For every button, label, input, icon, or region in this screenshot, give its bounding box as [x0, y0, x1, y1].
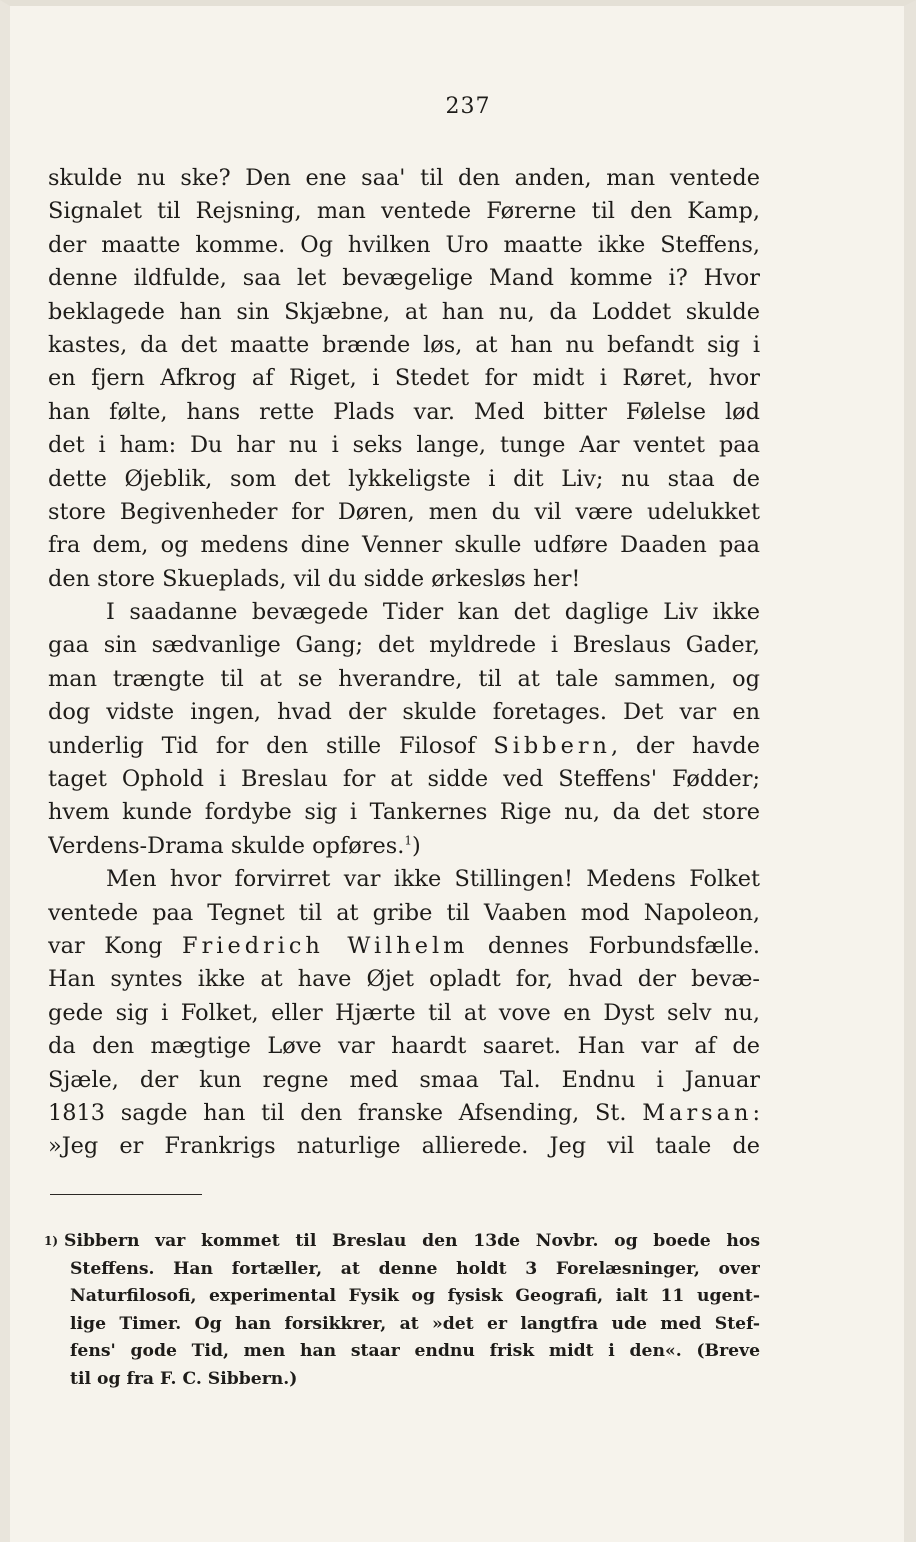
spaced-name: Sibbern: [493, 732, 611, 759]
spaced-name: Marsan: [642, 1099, 753, 1126]
text-line: en fjern Afkrog af Riget, i Stedet for midt i Røret, hvor: [48, 365, 760, 392]
footnote-text: Sibbern var kommet til Breslau den 13de Novbr. og boede hos: [64, 1231, 760, 1251]
text-line: ventede paa Tegnet til at gribe til Vaaben mod Napoleon,: [48, 899, 760, 926]
text-line: det i ham: Du har nu i seks lange, tunge Aar ventet paa: [48, 432, 760, 459]
footnote-reference: 1: [404, 833, 412, 848]
text-line: Signalet til Rejsning, man ventede Førerne til den Kamp,: [48, 198, 760, 225]
text-line: taget Ophold i Breslau for at sidde ved Steffens' Fødder;: [48, 766, 760, 793]
text-segment: var Kong: [48, 932, 183, 959]
footnote: [44, 1228, 760, 1393]
text-line: man trængte til at se hverandre, til at tale sammen, og: [48, 665, 760, 692]
text-line: kastes, da det maatte brænde løs, at han nu befandt sig i: [48, 331, 760, 358]
footnote-line: fens' gode Tid, men han staar endnu frisk midt i den«. (Breve: [70, 1341, 760, 1361]
text-segment: 1813 sagde han til den franske Afsending, St.: [48, 1099, 643, 1126]
text-line: fra dem, og medens dine Venner skulle udføre Daaden paa: [48, 532, 760, 559]
text-line: denne ildfulde, saa let bevægelige Mand komme i? Hvor: [48, 265, 760, 292]
text-line: dog vidste ingen, hvad der skulde foretages. Det var en: [48, 699, 760, 726]
text-segment: ): [411, 832, 421, 859]
text-segment: dennes Forbundsfælle.: [468, 932, 760, 959]
text-line: hvem kunde fordybe sig i Tankernes Rige nu, da det store: [48, 799, 760, 826]
footnote-separator: [50, 1194, 202, 1195]
text-line: dette Øjeblik, som det lykkeligste i dit Liv; nu staa de: [48, 465, 760, 492]
text-segment: , der havde: [610, 732, 760, 759]
footnote-marker: 1): [44, 1234, 59, 1248]
text-line: Han syntes ikke at have Øjet opladt for, hvad der bevæ-: [48, 966, 760, 993]
text-line: Sjæle, der kun regne med smaa Tal. Endnu i Januar: [48, 1066, 760, 1093]
text-line: gaa sin sædvanlige Gang; det myldrede i Breslaus Gader,: [48, 632, 760, 659]
text-segment: underlig Tid for den stille Filosof: [48, 732, 494, 759]
text-line: han følte, hans rette Plads var. Med bitter Følelse lød: [48, 398, 760, 425]
spaced-name: Friedrich Wilhelm: [182, 932, 469, 959]
paragraph-start-line: Men hvor forvirret var ikke Stillingen! Medens Folket: [106, 866, 760, 893]
body-text: [48, 162, 760, 1164]
text-line: »Jeg er Frankrigs naturlige allierede. Jeg vil taale de: [48, 1133, 760, 1160]
text-line: skulde nu ske? Den ene saa' til den anden, man ventede: [48, 165, 760, 191]
footnote-line: Naturfilosofi, experimental Fysik og fysisk Geografi, ialt 11 ugent-: [70, 1286, 760, 1306]
text-line: [48, 830, 760, 863]
text-line: da den mægtige Løve var haardt saaret. Han var af de: [48, 1033, 760, 1060]
text-line: [48, 1097, 760, 1130]
text-segment: Verdens-Drama skulde opføres.: [48, 832, 405, 859]
text-segment: :: [752, 1099, 760, 1126]
text-line: store Begivenheder for Døren, men du vil være udelukket: [48, 498, 760, 525]
footnote-line: Steffens. Han fortæller, at denne holdt 3 Forelæsninger, over: [70, 1258, 760, 1279]
page-number: 237: [445, 94, 491, 119]
text-line: der maatte komme. Og hvilken Uro maatte ikke Steffens,: [48, 231, 760, 258]
text-line: [48, 930, 760, 963]
text-line: beklagede han sin Skjæbne, at han nu, da Loddet skulde: [48, 298, 760, 325]
footnote-line: lige Timer. Og han forsikkrer, at »det er langtfra ude med Stef-: [70, 1313, 760, 1334]
paragraph-start-line: I saadanne bevægede Tider kan det daglige Liv ikke: [106, 599, 760, 626]
text-line: gede sig i Folket, eller Hjærte til at vove en Dyst selv nu,: [48, 999, 760, 1026]
footnote-line: [44, 1228, 760, 1256]
text-line: den store Skueplads, vil du sidde ørkesløs her!: [48, 565, 581, 592]
text-line: [48, 730, 760, 763]
footnote-line: til og fra F. C. Sibbern.): [70, 1368, 298, 1389]
